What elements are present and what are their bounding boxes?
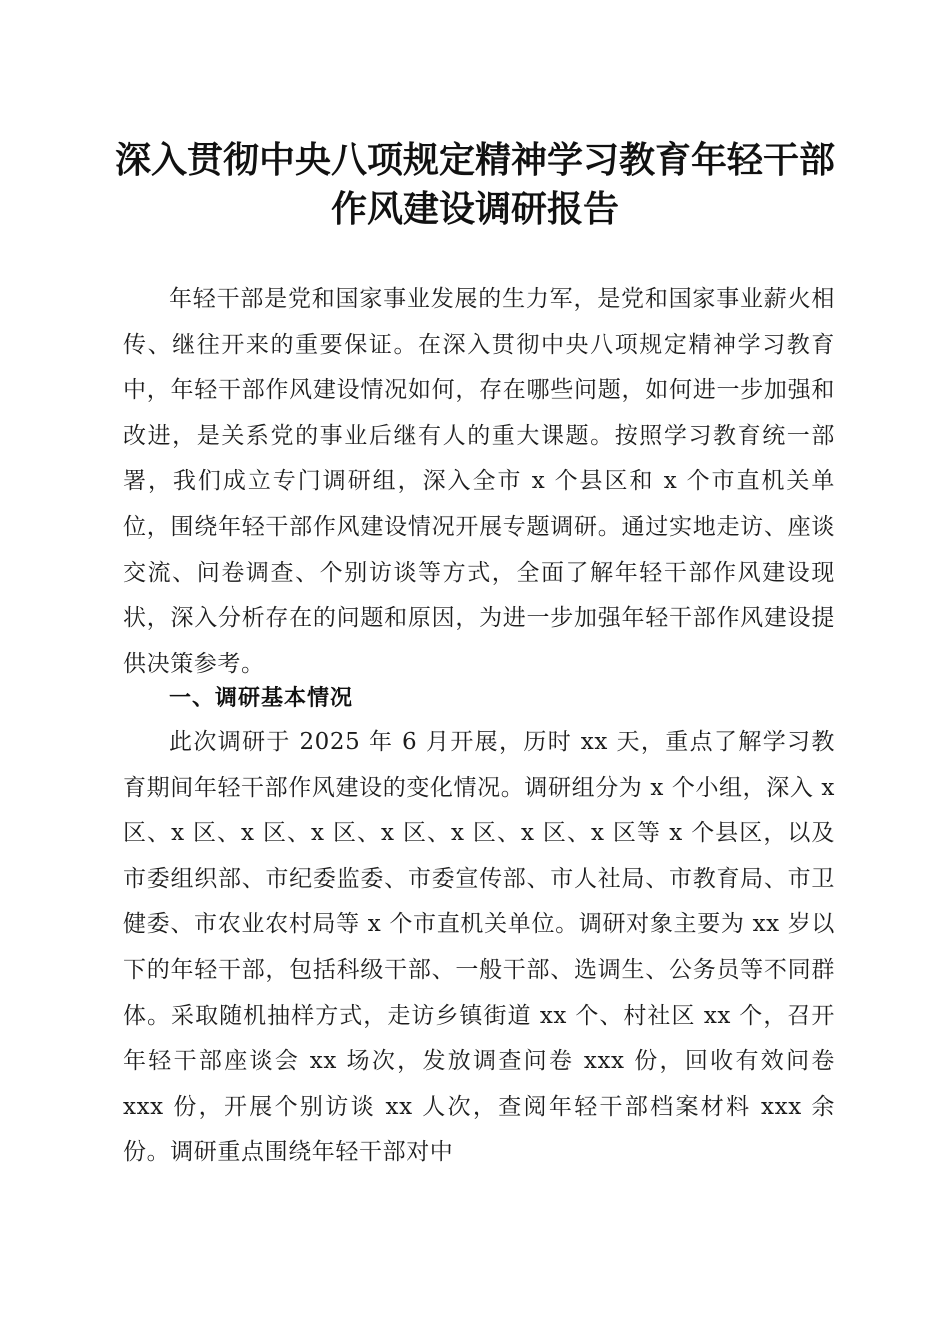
section-1-paragraph-text: 此次调研于 2025 年 6 月开展，历时 xx 天，重点了解学习教育期间年轻干部作风建设的变化情况。调研组分为 x 个小组，深入 x 区、x 区、x 区、x 区、x 区、x 区、x 区、x 区等 x 个县区，以及市委组织部、市纪委监委、市委宣传部、市人社局、市教育局、市卫健委、市农业农村局等 x 个市直机关单位。调研对象主要为 xx 岁以下的年轻干部，包括科级干部、一般干部、选调生、公务员等不同群体。采取随机抽样方式，走访乡镇街道 xx 个、村社区 xx 个，召开年轻干部座谈会 xx 场次，发放调查问卷 xxx 份，回收有效问卷 xxx 份，开展个别访谈 xx 人次，查阅年轻干部档案材料 xxx 余份。调研重点围绕年轻干部对中 xyxy=(123,729,835,1166)
section-heading-1: 一、调研基本情况 xyxy=(169,686,354,711)
section-1-paragraph xyxy=(123,720,835,1180)
document-title-line-2: 作风建设调研报告 xyxy=(330,188,619,230)
document-title-line-1: 深入贯彻中央八项规定精神学习教育年轻干部 xyxy=(114,139,835,181)
intro-paragraph xyxy=(123,277,835,687)
intro-paragraph-text: 年轻干部是党和国家事业发展的生力军，是党和国家事业薪火相传、继往开来的重要保证。在深入贯彻中央八项规定精神学习教育中，年轻干部作风建设情况如何，存在哪些问题，如何进一步加强和改进，是关系党的事业后继有人的重大课题。按照学习教育统一部署，我们成立专门调研组，深入全市 x 个县区和 x 个市直机关单位，围绕年轻干部作风建设情况开展专题调研。通过实地走访、座谈交流、问卷调查、个别访谈等方式，全面了解年轻干部作风建设现状，深入分析存在的问题和原因，为进一步加强年轻干部作风建设提供决策参考。 xyxy=(123,286,835,677)
